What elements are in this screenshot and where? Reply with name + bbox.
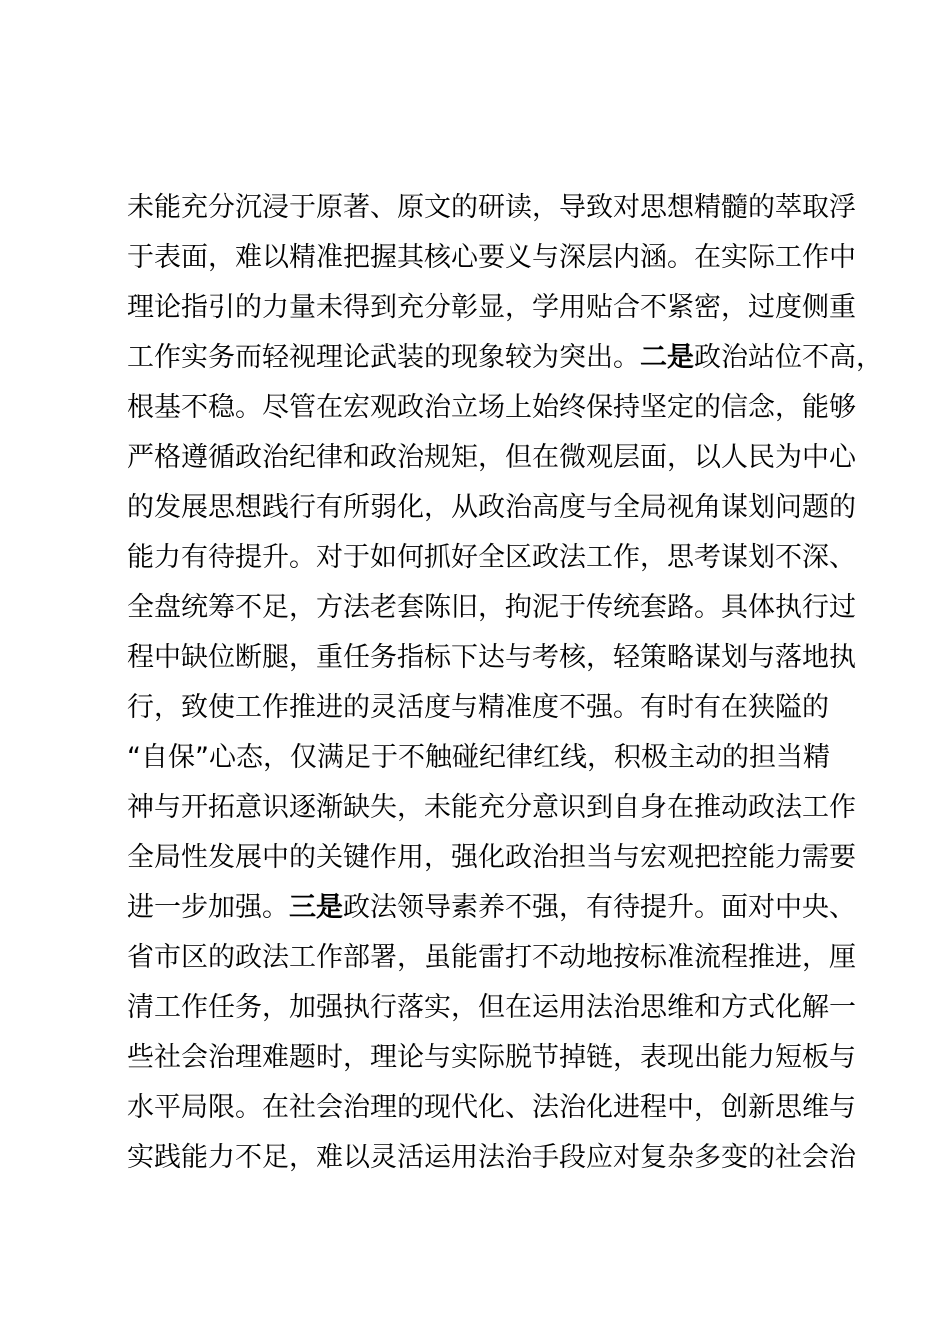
text-line-5: 根基不稳。尽管在宏观政治立场上始终保持坚定的信念，能够 <box>127 392 856 423</box>
text-line-4-part-1: 工作实务而轻视理论武装的现象较为突出。 <box>127 342 640 373</box>
text-line-18: 些社会治理难题时，理论与实际脱节掉链，表现出能力短板与 <box>127 1042 856 1073</box>
text-line-15-part-1: 进一步加强。 <box>127 892 289 923</box>
text-line-17: 清工作任务，加强执行落实，但在运用法治思维和方式化解一 <box>127 992 856 1023</box>
text-line-4 <box>127 333 883 383</box>
text-line-6: 严格遵循政治纪律和政治规矩，但在微观层面，以人民为中心 <box>127 442 856 473</box>
text-line-19: 水平局限。在社会治理的现代化、法治化进程中，创新思维与 <box>127 1092 856 1123</box>
body-text <box>127 183 883 1183</box>
text-line-10: 程中缺位断腿，重任务指标下达与考核，轻策略谋划与落地执 <box>127 642 856 673</box>
text-line-12: “自保”心态，仅满足于不触碰纪律红线，积极主动的担当精 <box>127 742 830 773</box>
text-line-8: 能力有待提升。对于如何抓好全区政法工作，思考谋划不深、 <box>127 542 856 573</box>
text-line-14: 全局性发展中的关键作用，强化政治担当与宏观把控能力需要 <box>127 842 856 873</box>
text-line-2: 于表面，难以精准把握其核心要义与深层内涵。在实际工作中 <box>127 242 856 273</box>
text-line-3: 理论指引的力量未得到充分彰显，学用贴合不紧密，过度侧重 <box>127 292 856 323</box>
text-line-15 <box>127 883 867 933</box>
text-line-16: 省市区的政法工作部署，虽能雷打不动地按标准流程推进，厘 <box>127 942 856 973</box>
text-line-13: 神与开拓意识逐渐缺失，未能充分意识到自身在推动政法工作 <box>127 792 856 823</box>
heading-third: 三是 <box>289 892 343 923</box>
text-line-1: 未能充分沉浸于原著、原文的研读，导致对思想精髓的萃取浮 <box>127 192 856 223</box>
text-line-20: 实践能力不足，难以灵活运用法治手段应对复杂多变的社会治 <box>127 1142 856 1173</box>
text-line-15-part-2: 政法领导素养不强，有待提升。面对中央、 <box>343 892 856 923</box>
text-line-7: 的发展思想践行有所弱化，从政治高度与全局视角谋划问题的 <box>127 492 856 523</box>
text-line-11: 行，致使工作推进的灵活度与精准度不强。有时有在狭隘的 <box>127 692 829 723</box>
heading-second: 二是 <box>640 342 694 373</box>
text-line-9: 全盘统筹不足，方法老套陈旧，拘泥于传统套路。具体执行过 <box>127 592 856 623</box>
text-line-4-part-2: 政治站位不高， <box>694 342 883 373</box>
